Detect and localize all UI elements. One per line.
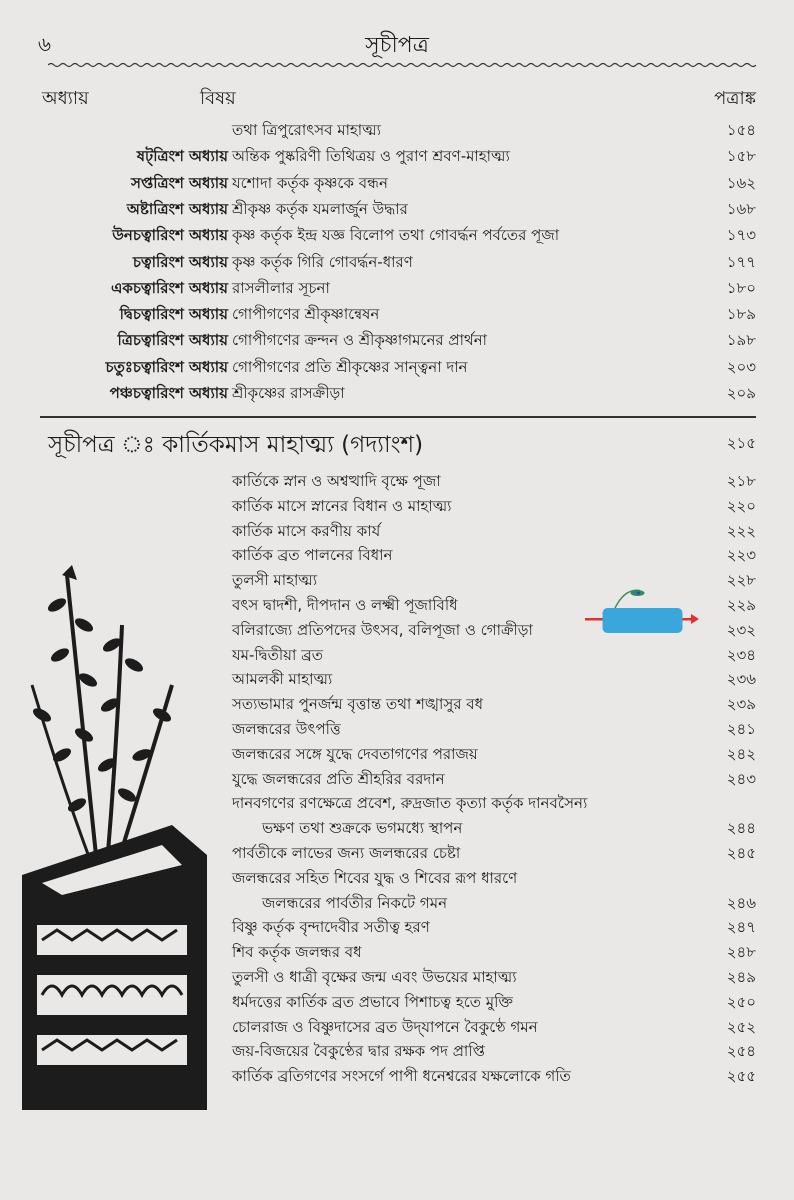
chapter-page: ১৭৭ bbox=[726, 252, 756, 271]
column-header-chapter: অধ্যায় bbox=[42, 88, 89, 109]
chapter-topic: গোপীগণের ক্রন্দন ও শ্রীকৃষ্ণাগমনের প্রার্থনা bbox=[232, 331, 487, 350]
toc-page: ২৩৪ bbox=[726, 645, 756, 664]
chapter-topic: কৃষ্ণ কর্তৃক ইন্দ্র যজ্ঞ বিলোপ তথা গোবর্দ্ধন পর্বতের পূজা bbox=[232, 226, 560, 245]
toc-page: ২৫৪ bbox=[726, 1042, 756, 1061]
toc-topic: তুলসী ও ধাত্রী বৃক্ষের জন্ম এবং উভয়ের মাহাত্ম্য bbox=[232, 968, 517, 986]
toc-topic: কার্তিক ব্রত পালনের বিধান bbox=[232, 546, 393, 565]
toc-topic: জলন্ধরের উৎপত্তি bbox=[232, 720, 341, 738]
chapter-page: ২০৩ bbox=[726, 357, 756, 376]
toc-topic: কার্তিক ব্রতিগণের সংসর্গে পাপী ধনেশ্বরের যক্ষলোকে গতি bbox=[232, 1067, 571, 1086]
chapter-label: দ্বিচত্বারিংশ অধ্যায় bbox=[119, 305, 228, 324]
toc-topic: যুদ্ধে জলন্ধরের প্রতি শ্রীহরির বরদান bbox=[232, 769, 445, 788]
chapter-row bbox=[0, 250, 794, 274]
chapter-topic: গোপীগণের প্রতি শ্রীকৃষ্ণের সান্ত্বনা দান bbox=[232, 357, 468, 376]
chapter-label: ত্রিচত্বারিংশ অধ্যায় bbox=[117, 331, 228, 350]
toc-page: ২২৩ bbox=[726, 546, 756, 565]
toc-topic: শিব কর্তৃক জলন্ধর বধ bbox=[232, 943, 362, 962]
chapter-row bbox=[0, 276, 794, 300]
toc-topic: ধর্মদত্তের কার্তিক ব্রত প্রভাবে পিশাচত্ব হতে মুক্তি bbox=[232, 992, 513, 1011]
chapter-label: একচত্বারিংশ অধ্যায় bbox=[110, 278, 228, 297]
column-header-topic: বিষয় bbox=[200, 88, 236, 109]
toc-page: ২৫৫ bbox=[726, 1067, 756, 1086]
chapter-row bbox=[0, 118, 794, 142]
chapter-row bbox=[0, 223, 794, 247]
toc-page: ২৪৮ bbox=[726, 943, 756, 962]
chapter-row bbox=[0, 197, 794, 221]
toc-page: ২৪১ bbox=[726, 720, 756, 738]
chapter-page: ২০৯ bbox=[726, 384, 756, 402]
section-heading: সূচীপত্র ঃ কার্তিকমাস মাহাত্ম্য (গদ্যাংশ) bbox=[48, 432, 424, 458]
chapter-label: চতুঃচত্বারিংশ অধ্যায় bbox=[105, 357, 228, 376]
chapter-topic: অন্তিক পুষ্করিণী তিথিত্রয় ও পুরাণ শ্রবণ-মাহাত্ম্য bbox=[232, 147, 510, 166]
toc-page: ২৪৯ bbox=[726, 968, 756, 986]
toc-page: ২৫০ bbox=[726, 992, 756, 1011]
toc-page: ২২৯ bbox=[726, 596, 756, 614]
toc-topic: তুলসী মাহাত্ম্য bbox=[232, 571, 318, 590]
toc-row bbox=[0, 469, 794, 494]
toc-topic: কার্তিক মাসে করণীয় কার্য bbox=[232, 521, 381, 540]
chapter-page: ১৯৮ bbox=[726, 331, 756, 350]
toc-topic: কার্তিকে স্নান ও অশ্বত্থাদি বৃক্ষে পূজা bbox=[232, 472, 441, 490]
page-title: সূচীপত্র bbox=[365, 33, 429, 58]
toc-topic: ভক্ষণ তথা শুক্রকে ভগমধ্যে স্থাপন bbox=[262, 819, 463, 838]
section-page-number: ২১৫ bbox=[726, 434, 756, 452]
toc-page: ২১৮ bbox=[726, 472, 756, 490]
toc-topic: জলন্ধরের সহিত শিবের যুদ্ধ ও শিবের রূপ ধারণে bbox=[232, 868, 518, 887]
toc-page: ২২০ bbox=[726, 496, 756, 515]
chapter-row bbox=[0, 144, 794, 168]
toc-page: ২৪৪ bbox=[726, 819, 756, 838]
section-divider bbox=[40, 416, 756, 418]
chapter-topic: গোপীগণের শ্রীকৃষ্ণান্বেষন bbox=[232, 305, 380, 324]
toc-topic: কার্তিক মাসে স্নানের বিধান ও মাহাত্ম্য bbox=[232, 496, 452, 515]
watermark-logo bbox=[585, 588, 700, 636]
toc-topic: বিষ্ণু কর্তৃক বৃন্দাদেবীর সতীত্ব হরণ bbox=[232, 918, 430, 937]
toc-page: ২৪৬ bbox=[726, 893, 756, 912]
toc-topic: পার্বতীকে লাভের জন্য জলন্ধরের চেষ্টা bbox=[232, 844, 461, 862]
toc-topic: বৎস দ্বাদশী, দীপদান ও লক্ষ্মী পূজাবিধি bbox=[232, 596, 458, 614]
chapter-row bbox=[0, 381, 794, 405]
chapter-label: ষট্‌ত্রিংশ অধ্যায় bbox=[136, 147, 228, 166]
toc-topic: জলন্ধরের পার্বতীর নিকটে গমন bbox=[262, 893, 448, 912]
toc-row bbox=[0, 494, 794, 519]
chapter-topic: শ্রীকৃষ্ণ কর্তৃক যমলার্জুন উদ্ধার bbox=[232, 199, 408, 218]
chapter-label: অষ্টাত্রিংশ অধ্যায় bbox=[126, 199, 228, 218]
toc-page: ২৪৩ bbox=[726, 769, 756, 788]
chapter-page: ১৬২ bbox=[726, 173, 756, 192]
wavy-divider bbox=[48, 62, 756, 68]
toc-topic: জলন্ধরের সঙ্গে যুদ্ধে দেবতাগণের পরাজয় bbox=[232, 744, 478, 763]
toc-topic: সত্যভামার পুনর্জন্ম বৃত্তান্ত তথা শঙ্খাসুর বধ bbox=[232, 695, 484, 714]
chapter-page: ১৬৮ bbox=[726, 199, 756, 218]
chapter-page: ১৮৯ bbox=[726, 305, 756, 324]
toc-page: ২৪৭ bbox=[726, 918, 756, 937]
toc-topic: চোলরাজ ও বিষ্ণুদাসের ব্রত উদ্‌যাপনে বৈকুণ্ঠে গমন bbox=[232, 1017, 538, 1036]
toc-topic: আমলকী মাহাত্ম্য bbox=[232, 670, 333, 689]
chapter-label: সপ্তত্রিংশ অধ্যায় bbox=[130, 173, 228, 192]
chapter-label: উনচত্বারিংশ অধ্যায় bbox=[112, 226, 228, 245]
chapter-page: ১৫৮ bbox=[726, 147, 756, 166]
chapter-row bbox=[0, 171, 794, 195]
toc-topic: জয়-বিজয়ের বৈকুণ্ঠের দ্বার রক্ষক পদ প্রাপ্তি bbox=[232, 1042, 485, 1061]
chapter-label: পঞ্চচত্বারিংশ অধ্যায় bbox=[109, 384, 228, 402]
chapter-row bbox=[0, 302, 794, 326]
toc-page: ২৩৯ bbox=[726, 695, 756, 714]
column-header-page: পত্রাঙ্ক bbox=[714, 88, 756, 109]
chapter-topic: রাসলীলার সূচনা bbox=[232, 278, 330, 297]
page-number: ৬ bbox=[38, 32, 52, 56]
toc-page: ২২২ bbox=[726, 521, 756, 540]
chapter-page: ১৫৪ bbox=[726, 121, 756, 139]
chapter-row bbox=[0, 355, 794, 379]
toc-row bbox=[0, 519, 794, 544]
chapter-topic: তথা ত্রিপুরোৎসব মাহাত্ম্য bbox=[232, 121, 381, 139]
chapter-topic: কৃষ্ণ কর্তৃক গিরি গোবর্দ্ধন-ধারণ bbox=[232, 252, 413, 271]
toc-topic: বলিরাজ্যে প্রতিপদের উৎসব, বলিপূজা ও গোক্রীড়া bbox=[232, 620, 533, 639]
chapter-topic: যশোদা কর্তৃক কৃষ্ণকে বন্ধন bbox=[232, 173, 388, 192]
toc-page: ২৩৬ bbox=[726, 670, 756, 689]
toc-page: ২৫২ bbox=[726, 1017, 756, 1036]
chapter-page: ১৭৩ bbox=[726, 226, 756, 245]
chapter-topic: শ্রীকৃষ্ণের রাসক্রীড়া bbox=[232, 384, 345, 402]
chapter-row bbox=[0, 328, 794, 352]
toc-page: ২৪২ bbox=[726, 744, 756, 763]
toc-page: ২৩২ bbox=[726, 620, 756, 639]
toc-topic: দানবগণের রণক্ষেত্রে প্রবেশ, রুদ্রজাত কৃত্যা কর্তৃক দানবসৈন্য bbox=[232, 794, 588, 813]
tulsi-plant-illustration bbox=[22, 565, 212, 1110]
chapter-page: ১৮০ bbox=[726, 278, 756, 297]
toc-page: ২২৮ bbox=[726, 571, 756, 590]
toc-topic: যম-দ্বিতীয়া ব্রত bbox=[232, 645, 324, 664]
toc-page: ২৪৫ bbox=[726, 844, 756, 862]
chapter-label: চত্বারিংশ অধ্যায় bbox=[132, 252, 228, 271]
